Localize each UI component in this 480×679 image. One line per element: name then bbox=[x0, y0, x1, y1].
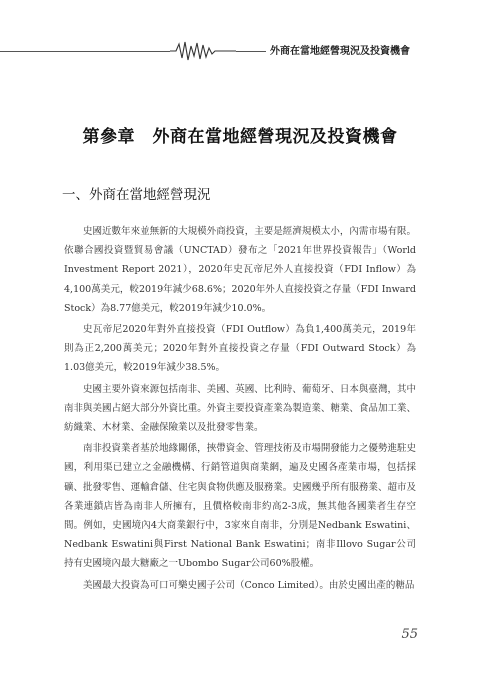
heartbeat-ornament-icon bbox=[170, 40, 236, 62]
paragraph: 史國近數年來並無新的大規模外商投資，主要是經濟規模太小，內需市場有限。依聯合國投資暨貿易會議（UNCTAD）發布之「2021年世界投資報告」（World Investment Report 2021），2020年史瓦帝尼外人直接投資（FDI Inflow）為4,100萬美元，較2019年減少68.6%；2020年外人直接投資之存量（FDI Inward Stock）為8.77億美元，較2019年減少10.0%。 bbox=[64, 226, 416, 314]
running-header bbox=[0, 38, 480, 60]
paragraph: 史瓦帝尼2020年對外直接投資（FDI Outflow）為負1,400萬美元，2019年則為正2,200萬美元；2020年對外直接投資之存量（FDI Outward Stock）為1.03億美元，較2019年減少38.5%。 bbox=[64, 324, 416, 374]
paragraph: 史國主要外資來源包括南非、美國、英國、比利時、葡萄牙、日本與臺灣，其中南非與美國占絕大部分外資比重。外資主要投資產業為製造業、糖業、食品加工業、紡織業、木材業、金融保險業以及批發零售業。 bbox=[64, 383, 416, 434]
section-heading: 一、外商在當地經營現況 bbox=[62, 187, 211, 203]
page-number: 55 bbox=[401, 627, 418, 642]
header-rule-left bbox=[0, 51, 170, 52]
chapter-title: 第參章 外商在當地經營現況及投資機會 bbox=[82, 127, 398, 147]
header-rule-right bbox=[236, 51, 266, 52]
paragraph: 美國最大投資為可口可樂史國子公司（Conco Limited）。由於史國出產的糖品 bbox=[83, 579, 415, 591]
header-title: 外商在當地經營現況及投資機會 bbox=[270, 46, 410, 57]
paragraph: 南非投資業者基於地緣關係，挾帶資金、管理技術及市場開發能力之優勢進駐史國，利用渠已建立之金融機構、行銷管道與商業網，遍及史國各產業市場，包括採礦、批發零售、運輸倉儲、住宅與食物供應及服務業。史國幾乎所有服務業、超市及各業連鎖店皆為南非人所擁有，且價格較南非約高2-3成，無其他各國業者生存空間。例如，史國境內4大商業銀行中，3家來自南非，分別是Nedbank Eswatini、Nedbank Eswatini與First National Bank Eswatini；南非Illovo Sugar公司持有史國境內最大糖廠之一Ubombo Sugar公司60%股權。 bbox=[64, 443, 416, 570]
body-text bbox=[64, 222, 416, 597]
